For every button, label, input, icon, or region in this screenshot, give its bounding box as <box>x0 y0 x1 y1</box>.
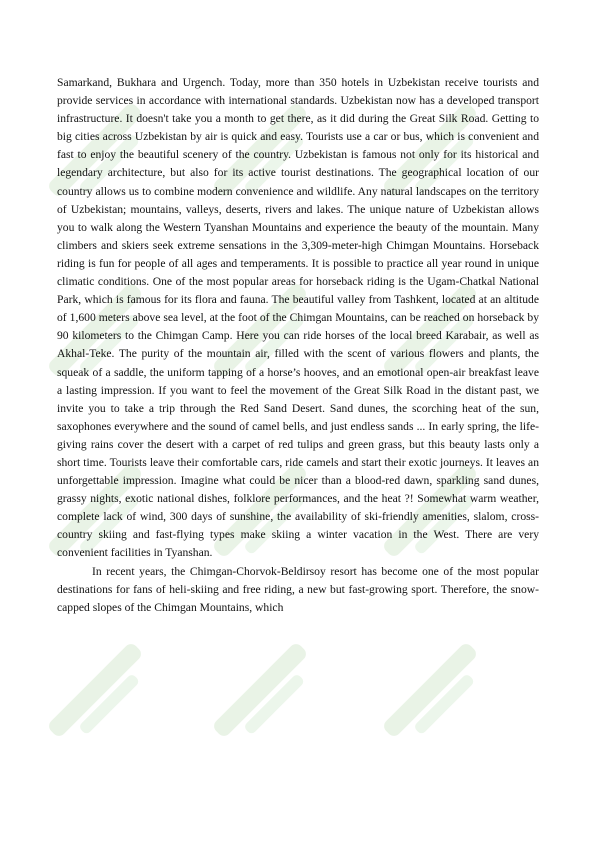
watermark-mark <box>46 641 156 751</box>
watermark-mark <box>211 641 321 751</box>
body-text <box>57 74 539 617</box>
watermark-mark <box>381 641 491 751</box>
paragraph-2: In recent years, the Chimgan-Chorvok-Beldirsoy resort has become one of the most popular destinations for fans of heli-skiing and free riding, a new but fast-growing sport. Therefore, the snow-capped slopes of the Chimgan Mountains, which <box>57 564 539 614</box>
paragraph-1: Samarkand, Bukhara and Urgench. Today, more than 350 hotels in Uzbekistan receive tourists and provide services in accordance with international standards. Uzbekistan now has a developed transport infrastructure. It doesn't take you a month to get there, as it did during the Great Silk Road. Getting to big cities across Uzbekistan by air is quick and easy. Tourists use a car or bus, which is convenient and fast to enjoy the beautiful scenery of the country. Uzbekistan is famous not only for its historical and legendary architecture, but also for its active tourist destinations. The geographical location of our country allows us to combine modern convenience and wildlife. Any natural landscapes on the territory of Uzbekistan; mountains, valleys, deserts, rivers and lakes. The unique nature of Uzbekistan allows you to walk along the Western Tyanshan Mountains and experience the beauty of the mountain. Many climbers and skiers seek extreme sensations in the 3,309-meter-high Chimgan Mountains. Horseback riding is fun for people of all ages and temperaments. It is possible to practice all year round in unique climatic conditions. One of the most popular areas for horseback riding is the Ugam-Chatkal National Park, which is famous for its flora and fauna. The beautiful valley from Tashkent, located at an altitude of 1,600 meters above sea level, at the foot of the Chimgan Mountains, can be reached on horseback by 90 kilometers to the Chimgan Camp. Here you can ride horses of the local breed Karabair, as well as Akhal-Teke. The purity of the mountain air, filled with the scent of various flowers and plants, the squeak of a saddle, the uniform tapping of a horse’s hooves, and an emotional open-air breakfast leave a lasting impression. If you want to feel the movement of the Great Silk Road in the distant past, we invite you to take a trip through the Red Sand Desert. Sand dunes, the scorching heat of the sun, saxophones everywhere and the sound of camel bells, and just endless sands ... In early spring, the life-giving rains cover the desert with a carpet of red tulips and green grass, but this beauty lasts only a short time. Tourists leave their comfortable cars, ride camels and start their exotic journeys. It leaves an unforgettable impression. Imagine what could be nicer than a blood-red dawn, sparkling sand dunes, grassy nights, exotic national dishes, folklore performances, and the heat ?! Somewhat warm weather, complete lack of wind, 300 days of sunshine, the availability of ski-friendly amenities, slalom, cross-country skiing and fast-flying types make skiing a winter vacation in the West. There are very convenient facilities in Tyanshan. <box>57 76 539 560</box>
